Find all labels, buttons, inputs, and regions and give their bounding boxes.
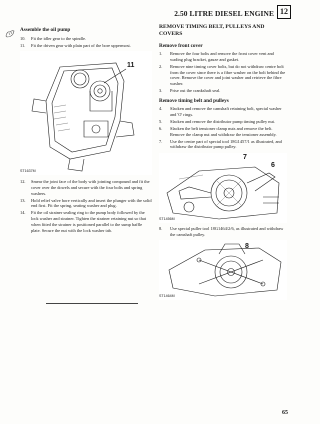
step-2 [159, 64, 287, 87]
step-text: Smear the joint face of the body with jointing compound and fit the cover over the dowels and secure with the four bolts and spring washers. [31, 179, 150, 196]
left-column [20, 27, 152, 234]
step-number: 3. [159, 87, 163, 93]
step-number: 10. [20, 35, 26, 41]
step-4 [159, 106, 287, 117]
step-text: Hold relief valve bore vertically and insert the plunger with the solid end first. Fit the spring, seating washer and plug. [31, 197, 152, 209]
step-text: Use the centre part of special tool 18G1457/1 as illustrated, and withdraw the distributor pump pulley. [170, 138, 282, 150]
step-1 [159, 51, 287, 62]
step-number: 5. [159, 119, 163, 125]
divider-rule [46, 303, 138, 304]
step-12 [20, 179, 152, 196]
step-text: Remove the four bolts and remove the front cover vent and wading plug bracket, gauze and gasket. [170, 51, 274, 62]
step-text: Slacken the belt tensioner clamp nuts and remove the belt. Remove the clamp nut and withdraw the tensioner assembly. [170, 125, 277, 137]
step-14 [20, 210, 152, 233]
step-number: 7. [159, 138, 163, 144]
step-6 [159, 126, 287, 137]
pulley-removal-illustration [159, 153, 287, 223]
figure-callout-8: 8 [245, 243, 249, 251]
left-heading: Assemble the oil pump [20, 27, 71, 33]
pulley-removal-figure [159, 153, 287, 223]
step-text: Use special puller tool 18G1464/2/6, as illustrated and withdraw the camshaft pulley. [170, 226, 284, 237]
step-10 [20, 36, 152, 42]
step-number: 11. [20, 42, 26, 48]
step-11 [20, 43, 152, 49]
figure-ref: ST1464M [159, 294, 175, 299]
step-number: 13. [20, 197, 26, 203]
step-13 [20, 198, 152, 209]
step-number: 8. [159, 226, 163, 232]
hand-note-icon [4, 27, 16, 39]
right-column [159, 24, 287, 300]
section-heading-front-cover: Remove front cover [159, 42, 203, 49]
step-7 [159, 139, 287, 150]
section-heading-timing-belt: Remove timing belt and pulleys [159, 97, 229, 104]
step-text: Fit the oil strainer sealing ring to the pump body followed by the lock washer and strainer. Tighten the strainer retaining nut so that when fitted the strainer is positioned parallel to the sump baffle plate. Secure the nut with the lock washer tab. [31, 210, 146, 233]
header-title: 2.50 LITRE DIESEL ENGINE [174, 9, 274, 18]
step-number: 4. [159, 106, 163, 112]
step-5 [159, 119, 287, 125]
section-number-badge: 12 [277, 5, 291, 19]
step-number: 1. [159, 51, 163, 57]
step-number: 6. [159, 125, 163, 131]
step-number: 2. [159, 63, 163, 69]
oil-pump-figure [20, 51, 152, 175]
step-text: Fit the driven gear with plain part of the bore uppermost. [31, 42, 131, 48]
step-text: Slacken and remove the distributor pump timing pulley nut. [170, 119, 275, 125]
step-text: Slacken and remove the camshaft retaining bolt, special washer and 'O' rings. [170, 106, 282, 118]
figure-callout-6: 6 [271, 162, 275, 170]
step-3 [159, 88, 287, 94]
step-text: Prise out the crankshaft seal. [170, 87, 221, 93]
step-number: 14. [20, 210, 26, 216]
step-8 [159, 226, 287, 237]
page-number: 65 [282, 410, 288, 416]
step-text: Remove nine timing cover bolts, but do not withdraw centre bolt from the cover since there is a fibre washer on the bolt behind the cover. Remove the cover and joint washer and retrieve the fibre washer. [170, 63, 286, 87]
step-text: Fit the idler gear to the spindle. [31, 35, 86, 41]
right-heading: REMOVE TIMING BELT, PULLEYS AND COVERS [159, 24, 265, 38]
figure-ref: ST1456M [159, 217, 175, 222]
figure-ref: ST1637M [20, 169, 36, 174]
camshaft-pulley-illustration [159, 240, 287, 300]
step-number: 12. [20, 179, 26, 185]
figure-callout-11: 11 [127, 62, 135, 70]
camshaft-pulley-figure [159, 240, 287, 300]
figure-callout-7: 7 [243, 154, 247, 162]
